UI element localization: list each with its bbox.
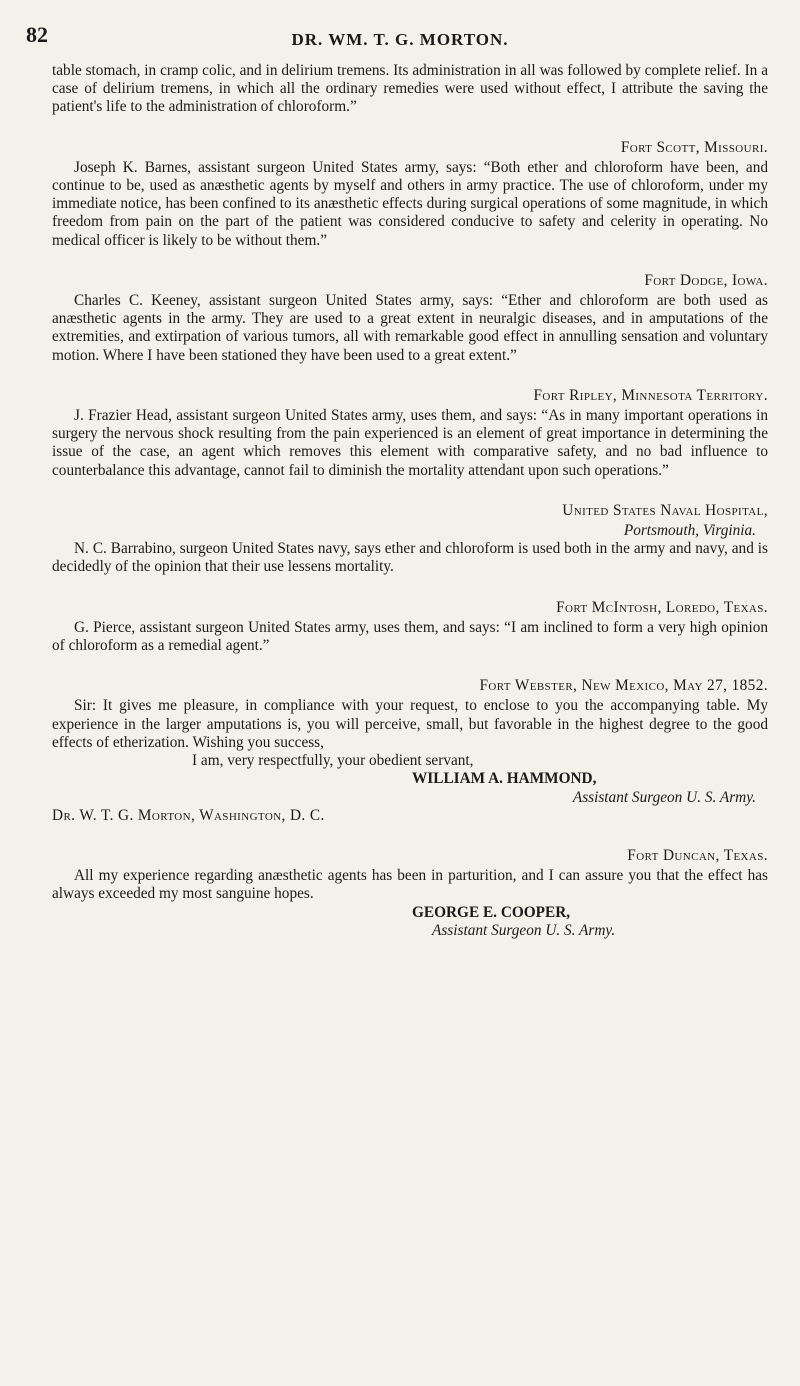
fort-dodge-heading: Fort Dodge, Iowa. [644,271,768,289]
fort-duncan-signature-title: Assistant Surgeon U. S. Army. [432,921,616,939]
fort-ripley-paragraph: J. Frazier Head, assistant surgeon United States army, uses them, and says: “As in many important operations in surgery the nervous shock resulting from the pain experienced is an element of great importance in determining the issue of the case, an agent which removes this element with comparative safety, and no bad influence to counterbalance this advantage, cannot fail to diminish the mortality attendant upon such operations.” [52,407,768,479]
fort-scott-heading: Fort Scott, Missouri. [620,138,768,156]
fort-webster-addressee: Dr. W. T. G. Morton, Washington, D. C. [52,806,325,824]
fort-duncan-signature: GEORGE E. COOPER, [412,903,571,921]
naval-hospital-paragraph: N. C. Barrabino, surgeon United States navy, says ether and chloroform is used both in the army and navy, and is decidedly of the opinion that their use lessens mortality. [52,540,768,576]
fort-webster-signature-title: Assistant Surgeon U. S. Army. [572,788,756,806]
fort-dodge-paragraph: Charles C. Keeney, assistant surgeon United States army, says: “Ether and chloroform are both used as anæsthetic agents in the army. They are used to a great extent in neuralgic diseases, and in amputations of the extremities, and extirpation of various tumors, all with remarkable good effect in annulling sensation and voluntary motion. Where I have been stationed they have been used to a great extent.” [52,292,768,364]
page-number: 82 [26,22,48,47]
fort-webster-letter: Sir: It gives me pleasure, in compliance with your request, to enclose to you the accompanying table. My experience in the larger amputations is, you will perceive, small, but favorable in the highest degree to the good effects of etherization. Wishing you success, [52,697,768,751]
fort-duncan-heading: Fort Duncan, Texas. [627,846,768,864]
fort-webster-heading: Fort Webster, New Mexico, May 27, 1852. [479,677,768,695]
running-head: DR. WM. T. G. MORTON. [291,30,509,49]
naval-hospital-location: Portsmouth, Virginia. [623,522,756,540]
fort-ripley-heading: Fort Ripley, Minnesota Territory. [533,386,768,404]
page-body [52,62,768,940]
fort-scott-paragraph: Joseph K. Barnes, assistant surgeon United States army, says: “Both ether and chloroform have been, and continue to be, used as anæsthetic agents by myself and others in army practice. The use of chloroform, under my immediate notice, has been confined to its anæsthetic effects during surgical operations of some magnitude, in which freedom from pain on the part of the patient was considered conducive to safety and celerity in operating. No medical officer is likely to be without them.” [52,158,768,249]
intro-paragraph: table stomach, in cramp colic, and in delirium tremens. Its administration in all was followed by complete relief. In a case of delirium tremens, in which all the ordinary remedies were used without effect, I attribute the saving the patient's life to the administration of chloroform.” [52,62,768,116]
fort-webster-signature: WILLIAM A. HAMMOND, [412,770,597,788]
naval-hospital-heading: United States Naval Hospital, [562,501,768,519]
fort-mcintosh-heading: Fort McIntosh, Loredo, Texas. [556,598,768,616]
fort-mcintosh-paragraph: G. Pierce, assistant surgeon United States army, uses them, and says: “I am inclined to form a very high opinion of chloroform as a remedial agent.” [52,618,768,655]
fort-duncan-paragraph: All my experience regarding anæsthetic agents has been in parturition, and I can assure you that the effect has always exceeded my most sanguine hopes. [52,867,768,903]
fort-webster-closing: I am, very respectfully, your obedient servant, [192,752,474,770]
